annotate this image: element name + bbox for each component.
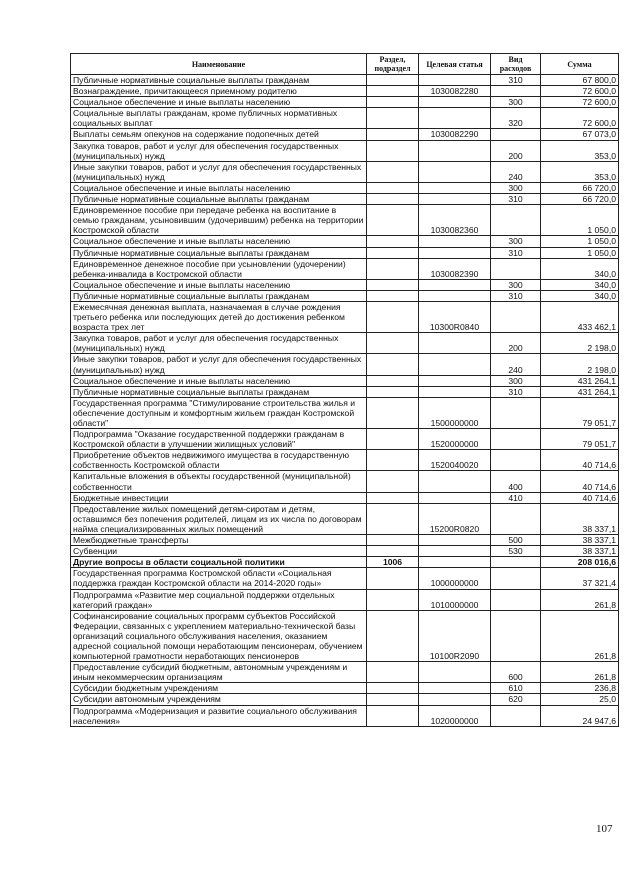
cell-sum: 67 073,0 xyxy=(541,129,619,140)
cell-sum: 25,0 xyxy=(541,694,619,705)
cell-sum: 236,8 xyxy=(541,683,619,694)
cell-name: Публичные нормативные социальные выплаты гражданам xyxy=(71,386,367,397)
cell-article xyxy=(419,75,491,86)
cell-sum: 2 198,0 xyxy=(541,333,619,354)
cell-sum: 433 462,1 xyxy=(541,301,619,332)
cell-article: 15200R0820 xyxy=(419,503,491,534)
cell-name: Социальное обеспечение и иные выплаты населению xyxy=(71,236,367,247)
cell-kind: 310 xyxy=(491,386,541,397)
cell-name: Социальное обеспечение и иные выплаты населению xyxy=(71,97,367,108)
table-row xyxy=(71,140,619,161)
cell-section xyxy=(367,290,419,301)
cell-name: Иные закупки товаров, работ и услуг для обеспечения государственных (муниципальных) нужд xyxy=(71,161,367,182)
cell-kind: 620 xyxy=(491,694,541,705)
cell-sum: 40 714,6 xyxy=(541,492,619,503)
cell-kind xyxy=(491,557,541,568)
cell-section xyxy=(367,683,419,694)
table-row xyxy=(71,568,619,589)
cell-name: Иные закупки товаров, работ и услуг для обеспечения государственных (муниципальных) нужд xyxy=(71,354,367,375)
cell-section xyxy=(367,471,419,492)
cell-article xyxy=(419,557,491,568)
cell-sum: 340,0 xyxy=(541,279,619,290)
cell-sum: 72 600,0 xyxy=(541,108,619,129)
cell-sum: 261,8 xyxy=(541,662,619,683)
cell-article xyxy=(419,354,491,375)
cell-sum: 353,0 xyxy=(541,161,619,182)
cell-section xyxy=(367,194,419,205)
table-row xyxy=(71,589,619,610)
cell-kind: 310 xyxy=(491,247,541,258)
cell-article xyxy=(419,683,491,694)
cell-section xyxy=(367,503,419,534)
cell-kind xyxy=(491,610,541,661)
cell-section xyxy=(367,75,419,86)
cell-sum: 261,8 xyxy=(541,589,619,610)
cell-kind xyxy=(491,429,541,450)
table-row xyxy=(71,450,619,471)
cell-section xyxy=(367,86,419,97)
cell-name: Социальное обеспечение и иные выплаты населению xyxy=(71,375,367,386)
cell-sum: 72 600,0 xyxy=(541,97,619,108)
cell-kind: 310 xyxy=(491,290,541,301)
cell-section xyxy=(367,161,419,182)
cell-article: 1030082280 xyxy=(419,86,491,97)
cell-kind: 240 xyxy=(491,161,541,182)
cell-kind: 310 xyxy=(491,194,541,205)
cell-article xyxy=(419,386,491,397)
cell-name: Субвенции xyxy=(71,546,367,557)
cell-section xyxy=(367,397,419,428)
table-row xyxy=(71,75,619,86)
cell-sum: 66 720,0 xyxy=(541,194,619,205)
column-header-kind: Вид расходов xyxy=(491,54,541,75)
cell-kind: 200 xyxy=(491,140,541,161)
cell-article: 1030082360 xyxy=(419,205,491,236)
cell-kind: 300 xyxy=(491,279,541,290)
table-row xyxy=(71,694,619,705)
cell-kind xyxy=(491,397,541,428)
cell-section xyxy=(367,247,419,258)
cell-kind xyxy=(491,86,541,97)
cell-article xyxy=(419,279,491,290)
cell-name: Государственная программа Костромской области «Социальная поддержка граждан Костромской области на 2014-2020 годы» xyxy=(71,568,367,589)
cell-name: Приобретение объектов недвижимого имущества в государственную собственность Костромской области xyxy=(71,450,367,471)
cell-sum: 72 600,0 xyxy=(541,86,619,97)
cell-kind: 300 xyxy=(491,375,541,386)
budget-table xyxy=(70,53,619,727)
cell-kind: 200 xyxy=(491,333,541,354)
cell-article xyxy=(419,333,491,354)
table-row xyxy=(71,108,619,129)
table-row xyxy=(71,492,619,503)
cell-name: Социальное обеспечение и иные выплаты населению xyxy=(71,182,367,193)
cell-section xyxy=(367,694,419,705)
cell-sum: 40 714,6 xyxy=(541,471,619,492)
table-row xyxy=(71,429,619,450)
cell-kind: 240 xyxy=(491,354,541,375)
cell-article: 1030082290 xyxy=(419,129,491,140)
table-row xyxy=(71,182,619,193)
cell-article: 10100R2090 xyxy=(419,610,491,661)
cell-sum: 353,0 xyxy=(541,140,619,161)
table-row xyxy=(71,535,619,546)
cell-section xyxy=(367,568,419,589)
table-row xyxy=(71,129,619,140)
table-row xyxy=(71,610,619,661)
cell-sum: 38 337,1 xyxy=(541,535,619,546)
table-row xyxy=(71,247,619,258)
cell-article xyxy=(419,535,491,546)
cell-kind xyxy=(491,129,541,140)
cell-article xyxy=(419,161,491,182)
cell-section xyxy=(367,236,419,247)
cell-kind: 300 xyxy=(491,97,541,108)
table-row xyxy=(71,236,619,247)
cell-sum: 38 337,1 xyxy=(541,546,619,557)
cell-kind: 610 xyxy=(491,683,541,694)
cell-name: Единовременное пособие при передаче ребенка на воспитание в семью гражданам, усыновившим (удочерившим) ребенка на территории Костромской области xyxy=(71,205,367,236)
cell-section xyxy=(367,535,419,546)
cell-name: Вознаграждение, причитающееся приемному родителю xyxy=(71,86,367,97)
cell-article xyxy=(419,236,491,247)
cell-article xyxy=(419,108,491,129)
cell-kind xyxy=(491,705,541,726)
table-row xyxy=(71,279,619,290)
cell-name: Публичные нормативные социальные выплаты гражданам xyxy=(71,247,367,258)
cell-section xyxy=(367,182,419,193)
column-header-sum: Сумма xyxy=(541,54,619,75)
cell-sum: 340,0 xyxy=(541,258,619,279)
table-row xyxy=(71,258,619,279)
cell-section xyxy=(367,589,419,610)
cell-sum: 208 016,6 xyxy=(541,557,619,568)
cell-name: Публичные нормативные социальные выплаты гражданам xyxy=(71,75,367,86)
cell-section xyxy=(367,301,419,332)
cell-kind: 300 xyxy=(491,182,541,193)
cell-name: Межбюджетные трансферты xyxy=(71,535,367,546)
cell-sum: 1 050,0 xyxy=(541,247,619,258)
cell-kind: 300 xyxy=(491,236,541,247)
budget-sheet xyxy=(70,53,618,727)
table-row xyxy=(71,503,619,534)
cell-article xyxy=(419,97,491,108)
cell-name: Социальное обеспечение и иные выплаты населению xyxy=(71,279,367,290)
cell-section xyxy=(367,450,419,471)
cell-name: Капитальные вложения в объекты государственной (муниципальной) собственности xyxy=(71,471,367,492)
cell-sum: 431 264,1 xyxy=(541,375,619,386)
cell-article xyxy=(419,247,491,258)
table-row xyxy=(71,86,619,97)
table-row xyxy=(71,161,619,182)
cell-sum: 431 264,1 xyxy=(541,386,619,397)
cell-kind: 600 xyxy=(491,662,541,683)
cell-name: Подпрограмма "Оказание государственной поддержки гражданам в Костромской области в улучшении жилищных условий" xyxy=(71,429,367,450)
cell-kind: 310 xyxy=(491,75,541,86)
cell-article xyxy=(419,662,491,683)
cell-name: Другие вопросы в области социальной политики xyxy=(71,557,367,568)
cell-kind: 500 xyxy=(491,535,541,546)
cell-article xyxy=(419,471,491,492)
page-number: 107 xyxy=(596,823,613,835)
cell-article xyxy=(419,182,491,193)
cell-name: Ежемесячная денежная выплата, назначаемая в случае рождения третьего ребенка или последующих детей до достижения ребенком возраста трех лет xyxy=(71,301,367,332)
cell-article: 1520040020 xyxy=(419,450,491,471)
cell-sum: 340,0 xyxy=(541,290,619,301)
cell-sum: 66 720,0 xyxy=(541,182,619,193)
column-header-name: Наименование xyxy=(71,54,367,75)
table-header-row xyxy=(71,54,619,75)
cell-article: 1030082390 xyxy=(419,258,491,279)
cell-name: Единовременное денежное пособие при усыновлении (удочерении) ребенка-инвалида в Костромской области xyxy=(71,258,367,279)
cell-section: 1006 xyxy=(367,557,419,568)
table-row xyxy=(71,333,619,354)
cell-sum: 1 050,0 xyxy=(541,236,619,247)
cell-section xyxy=(367,375,419,386)
cell-article: 1020000000 xyxy=(419,705,491,726)
cell-sum: 261,8 xyxy=(541,610,619,661)
cell-section xyxy=(367,108,419,129)
cell-article: 1000000000 xyxy=(419,568,491,589)
cell-article: 1520000000 xyxy=(419,429,491,450)
cell-name: Подпрограмма «Развитие мер социальной поддержки отдельных категорий граждан» xyxy=(71,589,367,610)
cell-sum: 38 337,1 xyxy=(541,503,619,534)
cell-sum: 1 050,0 xyxy=(541,205,619,236)
column-header-section: Раздел, подраздел xyxy=(367,54,419,75)
cell-section xyxy=(367,205,419,236)
cell-name: Софинансирование социальных программ субъектов Российской Федерации, связанных с укреплением материально-технической базы организаций социального обслуживания населения, оказанием адресной социальной помощи неработающим пенсионерам, обучением компьютерной грамотности неработающих пенсионеров xyxy=(71,610,367,661)
table-row xyxy=(71,386,619,397)
cell-kind xyxy=(491,503,541,534)
cell-kind: 400 xyxy=(491,471,541,492)
cell-name: Предоставление жилых помещений детям-сиротам и детям, оставшимся без попечения родителей, лицам из их числа по договорам найма специализированных жилых помещений xyxy=(71,503,367,534)
table-row xyxy=(71,301,619,332)
cell-section xyxy=(367,354,419,375)
cell-name: Закупка товаров, работ и услуг для обеспечения государственных (муниципальных) нужд xyxy=(71,140,367,161)
table-row xyxy=(71,557,619,568)
cell-kind xyxy=(491,258,541,279)
cell-article: 1500000000 xyxy=(419,397,491,428)
cell-sum: 79 051,7 xyxy=(541,397,619,428)
cell-section xyxy=(367,610,419,661)
cell-article xyxy=(419,194,491,205)
cell-section xyxy=(367,333,419,354)
cell-section xyxy=(367,258,419,279)
cell-name: Публичные нормативные социальные выплаты гражданам xyxy=(71,290,367,301)
cell-section xyxy=(367,97,419,108)
cell-article xyxy=(419,492,491,503)
cell-name: Субсидии бюджетным учреждениям xyxy=(71,683,367,694)
cell-sum: 40 714,6 xyxy=(541,450,619,471)
table-row xyxy=(71,290,619,301)
cell-name: Предоставление субсидий бюджетным, автономным учреждениям и иным некоммерческим организациям xyxy=(71,662,367,683)
cell-kind: 410 xyxy=(491,492,541,503)
cell-section xyxy=(367,492,419,503)
cell-article: 1010000000 xyxy=(419,589,491,610)
cell-section xyxy=(367,705,419,726)
cell-name: Бюджетные инвестиции xyxy=(71,492,367,503)
cell-article xyxy=(419,140,491,161)
column-header-article: Целевая статья xyxy=(419,54,491,75)
table-row xyxy=(71,662,619,683)
cell-section xyxy=(367,662,419,683)
table-row xyxy=(71,97,619,108)
cell-sum: 67 800,0 xyxy=(541,75,619,86)
cell-section xyxy=(367,546,419,557)
cell-kind xyxy=(491,589,541,610)
table-row xyxy=(71,705,619,726)
cell-name: Публичные нормативные социальные выплаты гражданам xyxy=(71,194,367,205)
cell-kind xyxy=(491,568,541,589)
cell-section xyxy=(367,140,419,161)
cell-kind xyxy=(491,205,541,236)
cell-article xyxy=(419,546,491,557)
cell-sum: 37 321,4 xyxy=(541,568,619,589)
cell-name: Субсидии автономным учреждениям xyxy=(71,694,367,705)
cell-article xyxy=(419,694,491,705)
cell-section xyxy=(367,129,419,140)
cell-article xyxy=(419,290,491,301)
cell-name: Закупка товаров, работ и услуг для обеспечения государственных (муниципальных) нужд xyxy=(71,333,367,354)
table-row xyxy=(71,354,619,375)
cell-name: Государственная программа "Стимулирование строительства жилья и обеспечение доступным и комфортным жильем граждан Костромской области" xyxy=(71,397,367,428)
cell-article: 10300R0840 xyxy=(419,301,491,332)
table-row xyxy=(71,397,619,428)
cell-sum: 24 947,6 xyxy=(541,705,619,726)
cell-section xyxy=(367,386,419,397)
cell-name: Подпрограмма «Модернизация и развитие социального обслуживания населения» xyxy=(71,705,367,726)
cell-name: Социальные выплаты гражданам, кроме публичных нормативных социальных выплат xyxy=(71,108,367,129)
table-row xyxy=(71,194,619,205)
table-row xyxy=(71,471,619,492)
table-row xyxy=(71,546,619,557)
cell-kind xyxy=(491,450,541,471)
cell-kind: 530 xyxy=(491,546,541,557)
cell-section xyxy=(367,279,419,290)
table-row xyxy=(71,205,619,236)
cell-sum: 2 198,0 xyxy=(541,354,619,375)
table-body xyxy=(71,75,619,727)
cell-section xyxy=(367,429,419,450)
table-row xyxy=(71,683,619,694)
cell-kind xyxy=(491,301,541,332)
cell-kind: 320 xyxy=(491,108,541,129)
cell-name: Выплаты семьям опекунов на содержание подопечных детей xyxy=(71,129,367,140)
cell-sum: 79 051,7 xyxy=(541,429,619,450)
cell-article xyxy=(419,375,491,386)
table-row xyxy=(71,375,619,386)
